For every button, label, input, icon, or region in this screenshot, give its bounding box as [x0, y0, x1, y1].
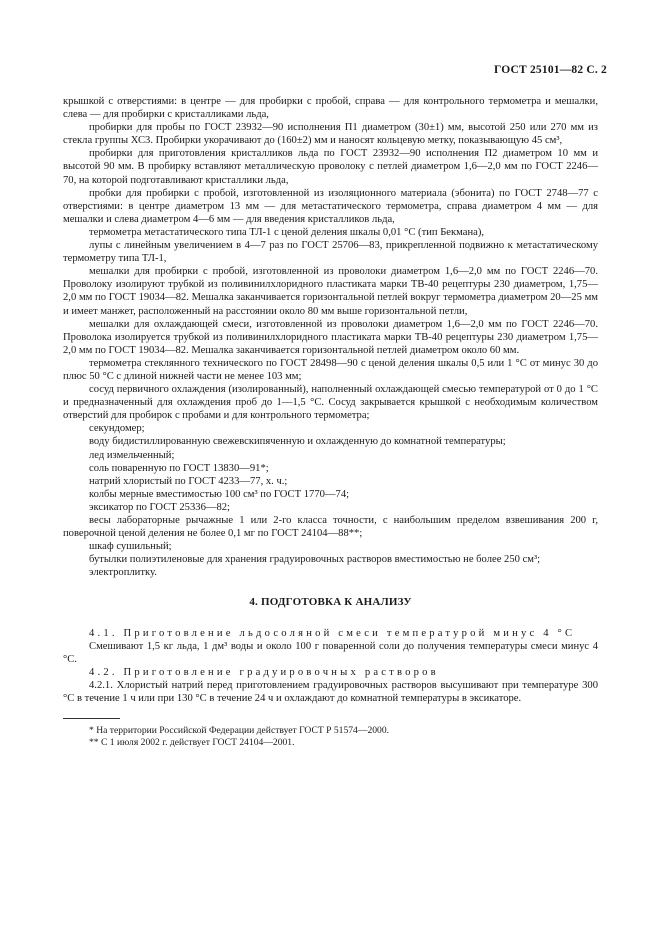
list-item-hotplate: электроплитку. — [89, 567, 157, 579]
list-item-salt: соль поваренную по ГОСТ 13830—91*; — [89, 462, 269, 474]
paragraph-continuation: крышкой с отверстиями: в центре — для пробирки с пробой, справа — для контрольного термометра и мешалки, слева — для пробирки с кристалликами льда, — [63, 96, 598, 121]
document-body — [63, 95, 598, 749]
paragraph-sample-tubes: пробирки для пробы по ГОСТ 23932—90 исполнения П1 диаметром (30±1) мм, высотой 250 или 270 мм из стекла группы ХС3. Пробирки укорачивают до (160±2) мм и наносят кольцевую метку, показывающую 45 см³, — [63, 122, 598, 147]
page-header: ГОСТ 25101—82 С. 2 — [494, 64, 607, 76]
subsection-heading-4-2: 4.2. Приготовление градуировочных растворов — [89, 666, 439, 678]
subsection-heading-4-1: 4.1. Приготовление льдосоляной смеси температурой минус 4 °С — [89, 627, 576, 639]
paragraph-glass-thermometer: термометра стеклянного технического по ГОСТ 28498—90 с ценой деления шкалы 0,5 или 1 °С от минус 30 до плюс 50 °С с длиной нижней части не менее 103 мм; — [63, 357, 598, 382]
paragraph-stoppers: пробки для пробирки с пробой, изготовленной из изоляционного материала (эбонита) по ГОСТ 2748—77 с отверстиями: в центре диаметром 13 мм — для метастатического термометра, справа диаметром 4 мм — для мешалки и слева диаметром 4—6 мм — для введения кристалликов льда, — [63, 187, 598, 225]
list-item-stopwatch: секундомер; — [89, 423, 145, 435]
footnote-divider — [63, 718, 120, 719]
section-title: 4. ПОДГОТОВКА К АНАЛИЗУ — [249, 596, 412, 609]
list-item-desiccator: эксикатор по ГОСТ 25336—82; — [89, 501, 231, 513]
paragraph-sample-stirrer: мешалки для пробирки с пробой, изготовленной из проволоки диаметром 1,6—2,0 мм по ГОСТ 2246—70. Проволоку изолируют трубкой из поливинилхлоридного пластиката марки ТВ-40 рецептуры 230 диаметром, 1,75—2,0 мм по ГОСТ 19034—82. Мешалка заканчивается горизонтальной петлей вокруг термометра диаметром 20—25 мм и имеет манжет, расположенный на расстоянии около 80 мм выше горизонтальной петли, — [63, 266, 598, 317]
footnote-1: * На территории Российской Федерации действует ГОСТ Р 51574—2000. — [89, 725, 390, 737]
paragraph-cooling-vessel: сосуд первичного охлаждения (изолированный), наполненный охлаждающей смесью температурой от 0 до 1 °С и предназначенный для охлаждения проб до 1—1,5 °С. Сосуд закрывается крышкой с необходимым количеством отверстий для пробирок с пробами и для контрольного термометра; — [63, 384, 598, 422]
paragraph-thermometer-tl1: термометра метастатического типа ТЛ-1 с ценой деления шкалы 0,01 °С (тип Бекмана), — [89, 226, 485, 238]
paragraph-cooling-stirrer: мешалки для охлаждающей смеси, изготовленной из проволоки диаметром 1,6—2,0 мм по ГОСТ 2246—70. Проволока изолируется трубкой из поливинилхлоридного пластиката марки ТВ-40 рецептуры 230 диаметром 1,75—2,0 мм по ГОСТ 19034—82. Мешалка заканчивается горизонтальной петлей диаметром около 60 мм. — [63, 318, 598, 356]
subsection-text-4-1: Смешивают 1,5 кг льда, 1 дм³ воды и около 100 г поваренной соли до получения температуры смеси минус 4 °С. — [63, 640, 598, 665]
list-item-ice: лед измельченный; — [89, 449, 175, 461]
paragraph-ice-tubes: пробирки для приготовления кристалликов льда по ГОСТ 23932—90 исполнения П2 диаметром 10 мм и высотой 90 мм. В пробирку вставляют металлическую проволоку с петлей диаметром 1,6—2,0 мм по ГОСТ 2246—70, на которой подготавливают кристаллики льда, — [63, 148, 598, 186]
list-item-flasks: колбы мерные вместимостью 100 см³ по ГОСТ 1770—74; — [89, 488, 350, 500]
subsection-text-4-2-1: 4.2.1. Хлористый натрий перед приготовлением градуировочных растворов высушивают при температуре 300 °С в течение 1 ч или при 130 °С в течение 24 ч и охлаждают до комнатной температуры в эксикаторе. — [63, 679, 598, 705]
list-item-oven: шкаф сушильный; — [89, 541, 172, 553]
footnote-2: ** С 1 июля 2002 г. действует ГОСТ 24104—2001. — [89, 737, 295, 749]
paragraph-magnifier: лупы с линейным увеличением в 4—7 раз по ГОСТ 25706—83, прикрепленной подвижно к метастатическому термометру типа ТЛ-1, — [63, 240, 598, 265]
list-item-balance: весы лабораторные рычажные 1 или 2-го класса точности, с наибольшим пределом взвешивания 200 г, поверочной ценой деления не более 0,1 мг по ГОСТ 24104—88**; — [63, 515, 598, 540]
list-item-bottles: бутылки полиэтиленовые для хранения градуировочных растворов вместимостью не более 250 см³; — [89, 554, 541, 566]
list-item-sodium-chloride: натрий хлористый по ГОСТ 4233—77, х. ч.; — [89, 475, 288, 487]
list-item-water: воду бидистиллированную свежевскипяченную и охлажденную до комнатной температуры; — [89, 436, 506, 448]
